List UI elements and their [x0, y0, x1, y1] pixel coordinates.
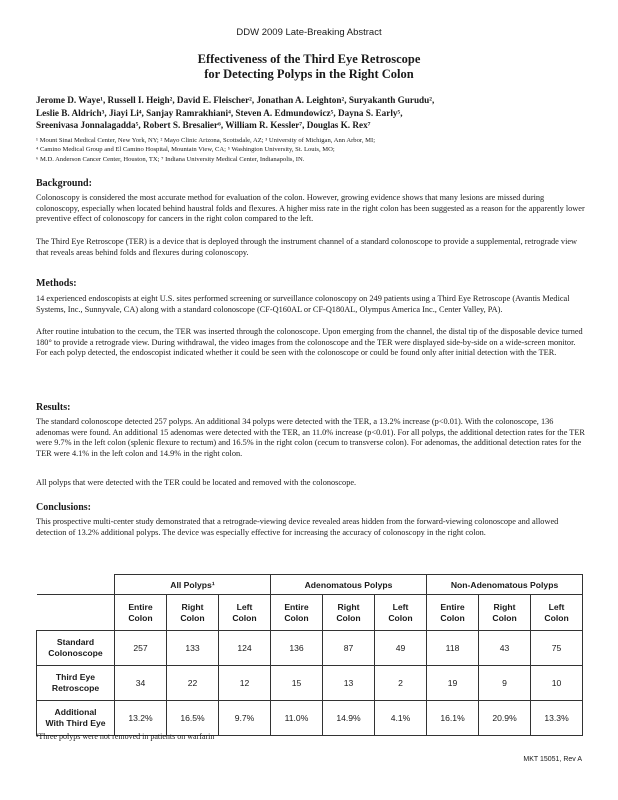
abstract-label: DDW 2009 Late-Breaking Abstract	[236, 27, 382, 38]
table-cell: 15	[271, 666, 323, 701]
page-title	[0, 52, 618, 82]
results-paragraph-1: The standard colonoscope detected 257 polyps. An additional 34 polyps were detected with the TER, a 13.2% increase (p<0.01). With the colonoscope, 136 adenomas were found. An additional 15 adenomas were detected with the TER, an 11.0% increase (p<0.01). For all polyps, the additional detection rates for the TER were 9.7% in the left colon (splenic flexure to rectum) and 16.5% in the right colon (cecum to transverse colon). For adenomas, the additional detection rates for the TER were 4.1% in the left colon and 14.9% in the right colon.	[36, 417, 585, 459]
table-cell: 4.1%	[375, 701, 427, 736]
affiliation-list	[36, 136, 596, 164]
table-cell: 16.1%	[427, 701, 479, 736]
table-cell: 124	[219, 631, 271, 666]
table-cell: 87	[323, 631, 375, 666]
subheader-cell: Left Colon	[531, 595, 583, 631]
table-cell: 13	[323, 666, 375, 701]
table-cell: 13.2%	[115, 701, 167, 736]
group-header-non-adenomatous: Non-Adenomatous Polyps	[427, 575, 583, 595]
methods-heading: Methods:	[36, 278, 77, 289]
table-subheader-row	[37, 595, 583, 631]
table-cell: 136	[271, 631, 323, 666]
author-line-1: Jerome D. Waye¹, Russell I. Heigh², David E. Fleischer², Jonathan A. Leighton², Suryakanth Gurudu²,	[36, 95, 435, 105]
table-cell: 22	[167, 666, 219, 701]
affiliation-line-2: ⁴ Camino Medical Group and El Camino Hospital, Mountain View, CA; ⁵ Washington University, St. Louis, MO;	[36, 146, 335, 154]
table-cell: 49	[375, 631, 427, 666]
subheader-cell: Left Colon	[375, 595, 427, 631]
table-row	[37, 631, 583, 666]
conclusions-heading: Conclusions:	[36, 502, 92, 513]
table-cell: 118	[427, 631, 479, 666]
background-heading: Background:	[36, 178, 92, 189]
table-cell: 13.3%	[531, 701, 583, 736]
table-cell: 14.9%	[323, 701, 375, 736]
table-cell: 2	[375, 666, 427, 701]
author-line-2: Leslie B. Aldrich³, Jiayi Li⁴, Sanjay Ramrakhiani⁴, Steven A. Edmundowicz⁵, Dayna S. Early⁵,	[36, 107, 403, 118]
subheader-cell: Entire Colon	[427, 595, 479, 631]
table-cell: 133	[167, 631, 219, 666]
table-cell: 9	[479, 666, 531, 701]
background-paragraph-1: Colonoscopy is considered the most accurate method for evaluation of the colon. However, growing evidence shows that many lesions are missed during colonoscopy, especially when located behind haustral folds and flexures. A higher miss rate in the right colon has been suggested as a reason for the apparently lower preventive effect of colonoscopy for cancers in the right colon compared to the left.	[36, 193, 585, 224]
results-paragraph-2: All polyps that were detected with the TER could be located and removed with the colonoscope.	[36, 478, 357, 487]
table-row	[37, 666, 583, 701]
subheader-cell: Entire Colon	[271, 595, 323, 631]
table-cell: 11.0%	[271, 701, 323, 736]
group-header-adenomatous: Adenomatous Polyps	[271, 575, 427, 595]
subheader-cell: Right Colon	[323, 595, 375, 631]
table-row	[37, 701, 583, 736]
table-cell: 34	[115, 666, 167, 701]
document-code: MKT 15051, Rev A	[523, 756, 582, 763]
row-header-standard-colonoscope: Standard Colonoscope	[37, 631, 115, 666]
table-cell: 20.9%	[479, 701, 531, 736]
affiliation-line-3: ⁶ M.D. Anderson Cancer Center, Houston, TX; ⁷ Indiana University Medical Center, Indianapolis, IN.	[36, 155, 305, 163]
table-cell: 19	[427, 666, 479, 701]
table-group-header-row	[37, 575, 583, 595]
subheader-cell: Right Colon	[167, 595, 219, 631]
background-paragraph-2: The Third Eye Retroscope (TER) is a device that is deployed through the instrument channel of a standard colonoscope to provide a supplemental, retrograde view that reveals areas behind folds and flexures during colonoscopy.	[36, 237, 578, 257]
table-cell: 43	[479, 631, 531, 666]
table-cell: 257	[115, 631, 167, 666]
results-table-container	[36, 574, 582, 736]
title-line-2: for Detecting Polyps in the Right Colon	[204, 67, 414, 81]
row-header-additional-with-third-eye: Additional With Third Eye	[37, 701, 115, 736]
conclusions-paragraph: This prospective multi-center study demonstrated that a retrograde-viewing device revealed areas hidden from the forward-viewing colonoscope and allowed detection of 13.2% additional polyps. The device was especially effective for increasing the accuracy of colonoscopy in the right colon.	[36, 517, 559, 537]
group-header-all-polyps: All Polyps¹	[115, 575, 271, 595]
table-cell: 16.5%	[167, 701, 219, 736]
subheader-cell: Entire Colon	[115, 595, 167, 631]
methods-paragraph-1: 14 experienced endoscopists at eight U.S. sites performed screening or surveillance colonoscopy on 249 patients using a Third Eye Retroscope (Avantis Medical Systems, Inc., Sunnyvale, CA) along with a standard colonoscope (CF-Q160AL or CF-Q180AL, Olympus America Inc., Center Valley, PA).	[36, 294, 570, 314]
author-list	[36, 94, 596, 132]
methods-paragraph-2: After routine intubation to the cecum, the TER was inserted through the colonoscope. Upon emerging from the channel, the distal tip of the disposable device turned 180° to provide a retrograde view. During withdrawal, the video images from the colonoscope and the TER were displayed side-by-side on a wide-screen monitor. For each polyp detected, the endoscopist indicated whether it could be seen with the colonoscope or could be found only after initial detection with the TER.	[36, 327, 583, 358]
table-cell: 10	[531, 666, 583, 701]
table-footnote: ¹Three polyps were not removed in patients on warfarin	[36, 732, 215, 741]
table-cell: 12	[219, 666, 271, 701]
subheader-cell: Right Colon	[479, 595, 531, 631]
subheader-cell: Left Colon	[219, 595, 271, 631]
table-row-header-spacer	[37, 595, 115, 631]
table-cell: 75	[531, 631, 583, 666]
affiliation-line-1: ¹ Mount Sinai Medical Center, New York, NY; ² Mayo Clinic Arizona, Scottsdale, AZ; ³ University of Michigan, Ann Arbor, MI;	[36, 137, 376, 144]
row-header-third-eye-retroscope: Third Eye Retroscope	[37, 666, 115, 701]
author-line-3: Sreenivasa Jonnalagadda⁵, Robert S. Bresalier⁶, William R. Kessler⁷, Douglas K. Rex⁷	[36, 120, 371, 131]
results-table	[36, 574, 583, 736]
table-corner-cell	[37, 575, 115, 595]
title-line-1: Effectiveness of the Third Eye Retroscope	[197, 52, 421, 66]
results-heading: Results:	[36, 402, 71, 413]
table-cell: 9.7%	[219, 701, 271, 736]
